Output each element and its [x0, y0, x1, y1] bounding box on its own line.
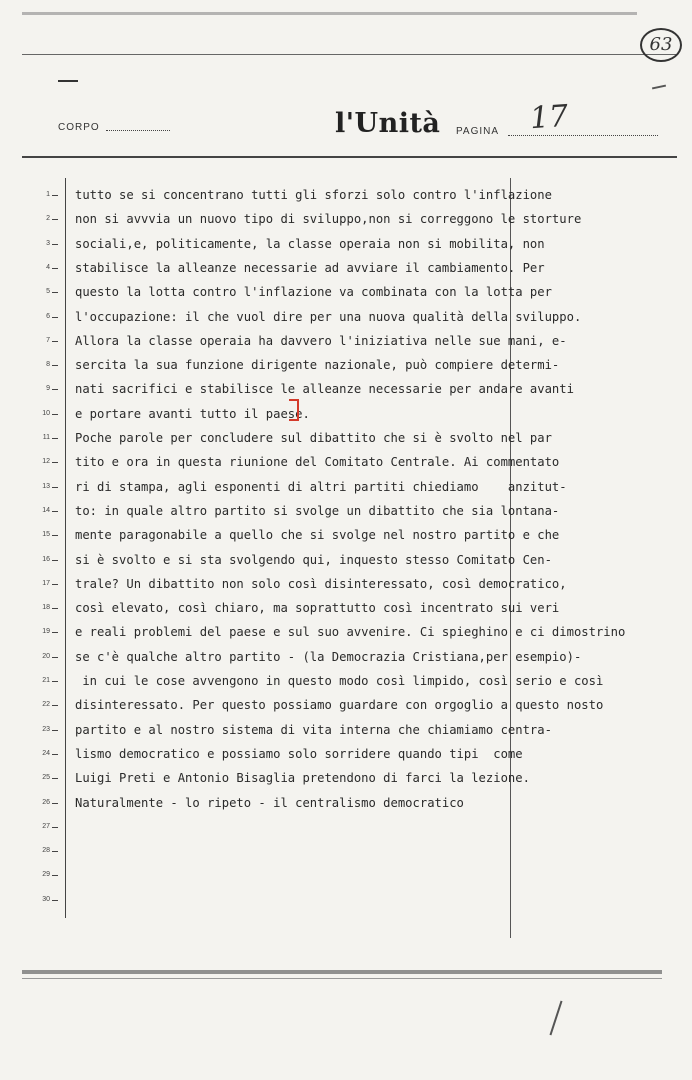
line-tick-mark	[52, 827, 58, 828]
masthead-logo: l'Unità	[335, 108, 441, 139]
line-tick-mark	[52, 657, 58, 658]
line-tick-mark	[52, 317, 58, 318]
text-line: ri di stampa, agli esponenti di altri partiti chiediamo anzitut-	[75, 479, 567, 494]
text-line: se c'è qualche altro partito - (la Democrazia Cristiana,per esempio)-	[75, 649, 582, 664]
line-number-label: 23	[42, 725, 50, 733]
line-number-label: 24	[42, 749, 50, 757]
line-number-label: 19	[42, 628, 50, 636]
text-line: Poche parole per concludere sul dibattito che si è svolto nel par	[75, 431, 552, 445]
header-upper-rule	[22, 54, 677, 55]
line-number-label: 28	[42, 847, 50, 855]
line-tick-mark	[52, 632, 58, 633]
handwritten-stroke	[549, 1001, 562, 1036]
line-number-label: 17	[42, 579, 50, 587]
line-number-label: 21	[42, 677, 50, 684]
text-line: l'occupazione: il che vuol dire per una nuova qualità della sviluppo.	[75, 309, 582, 324]
red-bracket-mark	[289, 399, 299, 421]
text-line: questo la lotta contro l'inflazione va combinata con la lotta per	[75, 285, 552, 300]
line-tick-mark	[52, 900, 58, 901]
line-tick-mark	[52, 462, 58, 463]
line-number-label: 15	[42, 531, 50, 539]
text-line: Allora la classe operaia ha davvero l'iniziativa nelle sue mani, e-	[75, 333, 567, 348]
line-number-label: 11	[42, 434, 50, 441]
text-line: mente paragonabile a quello che si svolge nel nostro partito e che	[75, 528, 560, 543]
text-line: lismo democratico e possiamo solo sorridere quando tipi come	[75, 746, 523, 761]
corpo-label: CORPO	[58, 122, 100, 133]
line-number-label: 3	[46, 239, 50, 247]
line-tick-mark	[52, 292, 58, 293]
handwritten-page-number: 17	[528, 98, 570, 137]
line-number-label: 25	[42, 774, 50, 782]
header-right-dash	[652, 85, 666, 90]
line-tick-mark	[52, 511, 58, 512]
line-number-label: 12	[42, 458, 50, 466]
line-tick-mark	[52, 730, 58, 731]
text-line: si è svolto e si sta svolgendo qui, inquesto stesso Comitato Cen-	[75, 552, 552, 567]
line-tick-mark	[52, 681, 58, 682]
line-number-label: 1	[46, 191, 50, 198]
line-tick-mark	[52, 608, 58, 609]
corner-page-number: 63	[640, 28, 682, 62]
line-tick-mark	[52, 219, 58, 220]
text-line: sociali,e, politicamente, la classe operaia non si mobilita, non	[75, 236, 545, 251]
bottom-thin-rule	[22, 978, 662, 979]
top-border-rule	[22, 12, 637, 15]
text-line: disinteressato. Per questo possiamo guardare con orgoglio a questo nosto	[75, 698, 604, 713]
line-tick-mark	[52, 414, 58, 415]
pagina-label: PAGINA	[456, 126, 500, 137]
line-number-label: 16	[42, 555, 50, 563]
line-tick-mark	[52, 584, 58, 585]
line-number-label: 6	[46, 312, 50, 320]
line-tick-mark	[52, 244, 58, 245]
line-tick-mark	[52, 560, 58, 561]
line-tick-mark	[52, 341, 58, 342]
line-number-label: 7	[46, 336, 50, 344]
corpo-dotted-line	[106, 130, 170, 131]
text-line: nati sacrifici e stabilisce le alleanze necessarie per andare avanti	[75, 382, 574, 397]
line-number-label: 29	[42, 871, 50, 879]
line-tick-mark	[52, 438, 58, 439]
line-tick-mark	[52, 875, 58, 876]
line-tick-mark	[52, 535, 58, 536]
line-tick-mark	[52, 754, 58, 755]
text-line: trale? Un dibattito non solo così disinteressato, così democratico,	[75, 576, 567, 591]
line-number-label: 4	[46, 263, 50, 271]
text-line: to: in quale altro partito si svolge un dibattito che sia lontana-	[75, 503, 560, 518]
header-lower-rule	[22, 156, 677, 158]
text-line: e portare avanti tutto il paese.	[75, 406, 310, 421]
line-tick-mark	[52, 389, 58, 390]
header-left-dash	[58, 80, 78, 82]
line-tick-mark	[52, 778, 58, 779]
line-number-label: 2	[46, 215, 50, 223]
text-line: tito e ora in questa riunione del Comitato Centrale. Ai commentato	[75, 455, 560, 470]
text-line: stabilisce la alleanze necessarie ad avviare il cambiamento. Per	[75, 260, 545, 275]
line-number-label: 30	[42, 895, 50, 903]
line-number-label: 27	[42, 822, 50, 830]
text-line: non si avvvia un nuovo tipo di sviluppo,non si correggono le storture	[75, 212, 582, 227]
text-line: e reali problemi del paese e sul suo avvenire. Ci spieghino e ci dimostrino	[75, 625, 626, 640]
line-tick-mark	[52, 365, 58, 366]
line-tick-mark	[52, 268, 58, 269]
line-number-label: 14	[42, 506, 50, 514]
line-number-label: 8	[46, 361, 50, 369]
bottom-border-rule	[22, 970, 662, 974]
line-number-label: 20	[42, 652, 50, 660]
line-number-label: 22	[42, 701, 50, 709]
line-number-label: 13	[42, 482, 50, 490]
line-tick-mark	[52, 195, 58, 196]
line-tick-mark	[52, 851, 58, 852]
line-number-label: 10	[42, 409, 50, 417]
line-number-label: 5	[46, 288, 50, 296]
text-line: partito e al nostro sistema di vita interna che chiamiamo centra-	[75, 722, 552, 737]
text-line: in cui le cose avvengono in questo modo così limpido, così serio e così	[75, 674, 604, 688]
line-tick-mark	[52, 487, 58, 488]
text-line: Naturalmente - lo ripeto - il centralismo democratico	[75, 795, 464, 810]
text-line: sercita la sua funzione dirigente nazionale, può compiere determi-	[75, 358, 560, 373]
line-tick-mark	[52, 705, 58, 706]
text-line: Luigi Preti e Antonio Bisaglia pretendono di farci la lezione.	[75, 771, 530, 786]
text-line: tutto se si concentrano tutti gli sforzi solo contro l'inflazione	[75, 188, 552, 202]
line-number-label: 9	[46, 385, 50, 393]
line-tick-mark	[52, 803, 58, 804]
line-number-label: 26	[42, 798, 50, 806]
left-margin-line	[65, 178, 66, 918]
line-number-label: 18	[42, 604, 50, 612]
text-line: così elevato, così chiaro, ma soprattutto così incentrato sui veri	[75, 601, 560, 616]
